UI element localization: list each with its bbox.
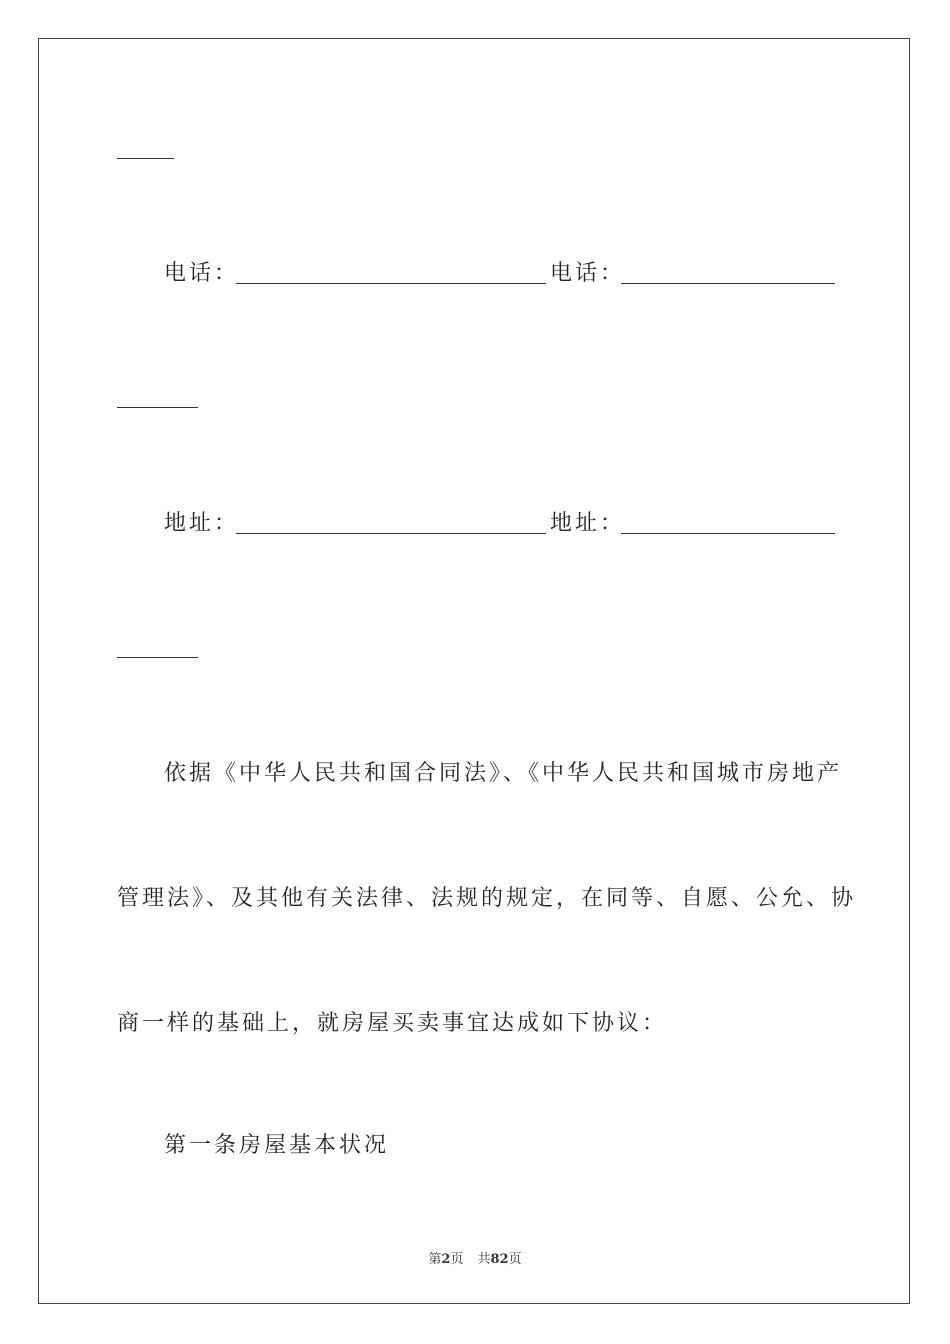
- address-field-party-a[interactable]: [236, 533, 546, 534]
- address-field-party-b[interactable]: [621, 533, 835, 534]
- blank-line-continuation[interactable]: [117, 158, 174, 159]
- page-suffix: 页: [450, 1252, 464, 1267]
- page-border: [38, 38, 910, 1304]
- total-prefix: 共: [477, 1252, 491, 1267]
- paragraph-legal-basis-line-2: 管理法》、及其他有关法律、法规的规定，在同等、自愿、公允、协: [117, 886, 857, 911]
- total-suffix: 页: [508, 1252, 522, 1267]
- page-prefix: 第: [428, 1252, 442, 1267]
- phone-label-party-a: 电话：: [164, 261, 240, 286]
- phone-field-continuation[interactable]: [117, 407, 198, 408]
- address-field-continuation[interactable]: [117, 657, 198, 658]
- page-number-current: 2: [441, 1252, 451, 1267]
- phone-field-party-a[interactable]: [236, 283, 546, 284]
- address-label-party-b: 地址：: [550, 511, 626, 536]
- page-number-total: 82: [490, 1252, 509, 1267]
- address-label-party-a: 地址：: [164, 511, 240, 536]
- section-title-house-basics: 第一条房屋基本状况: [164, 1133, 390, 1158]
- phone-label-party-b: 电话：: [550, 261, 626, 286]
- paragraph-legal-basis-line-1: 依据《中华人民共和国合同法》、《中华人民共和国城市房地产: [164, 761, 843, 786]
- phone-field-party-b[interactable]: [621, 283, 835, 284]
- page-footer: [0, 1248, 950, 1267]
- paragraph-legal-basis-line-3: 商一样的基础上，就房屋买卖事宜达成如下协议：: [117, 1011, 668, 1036]
